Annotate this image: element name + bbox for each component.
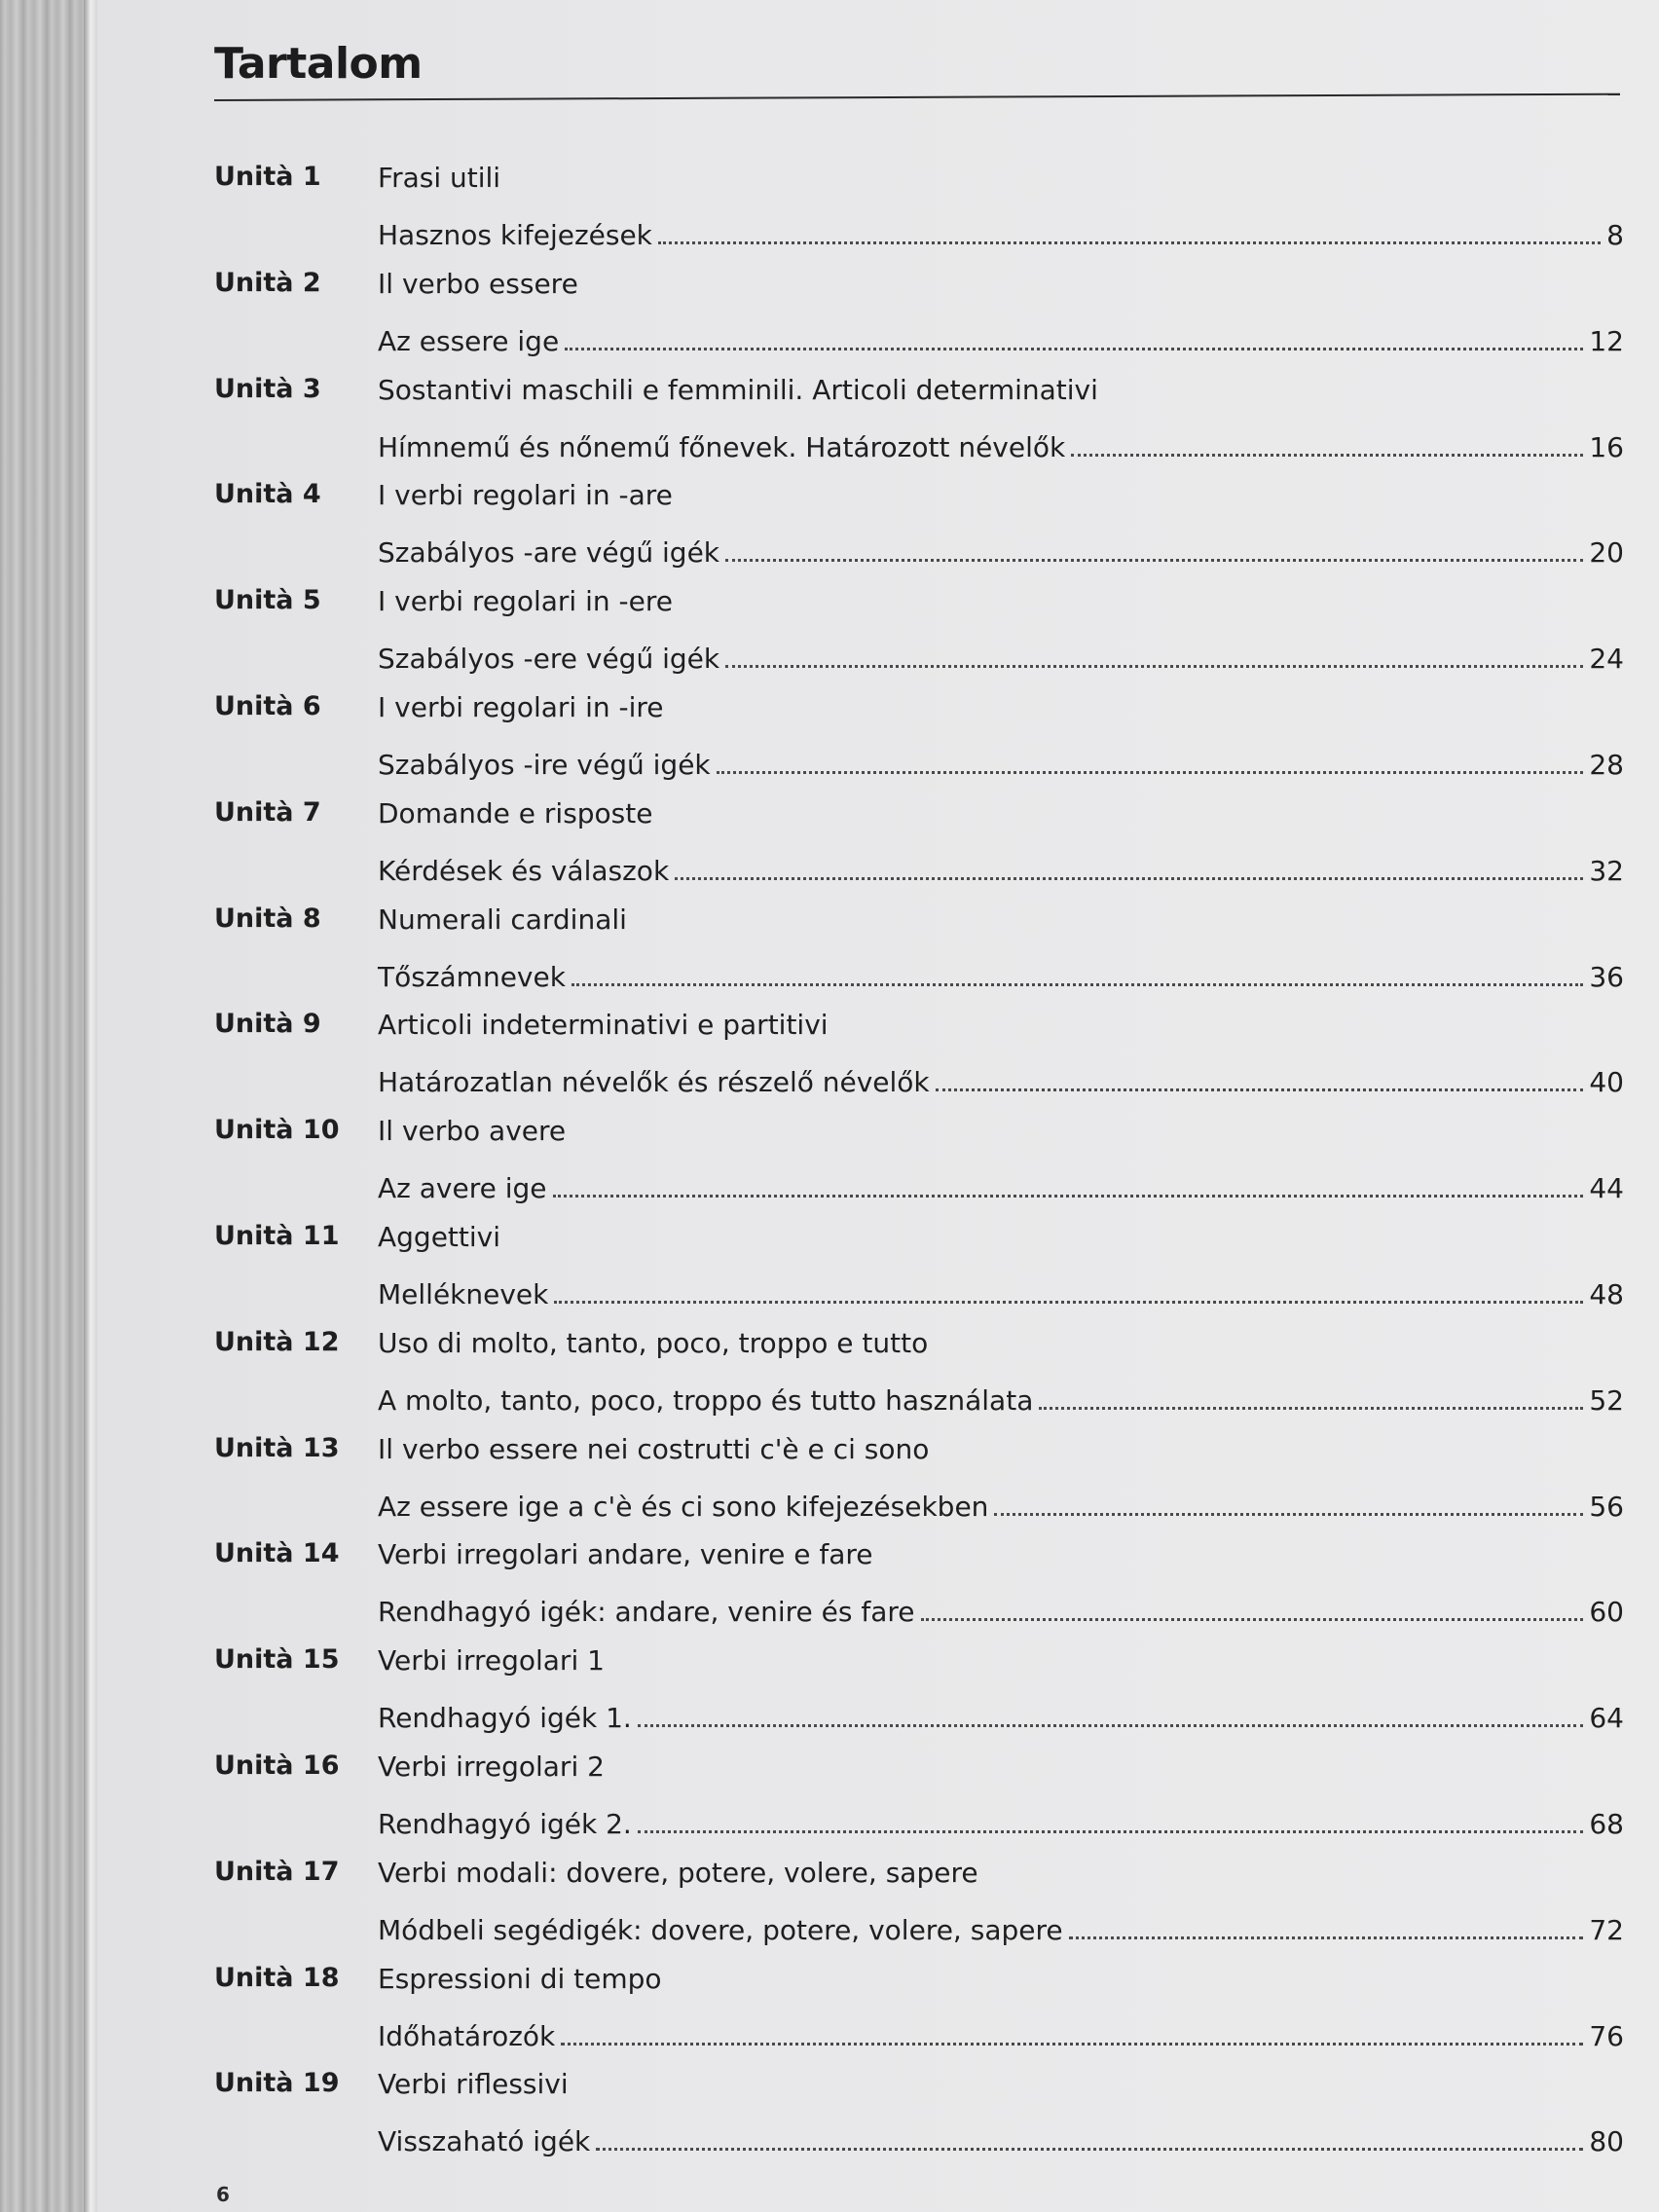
hungarian-title: Rendhagyó igék 1. (378, 1702, 632, 1735)
unit-label: Unità 1 (214, 162, 321, 192)
unit-label: Unità 19 (214, 2068, 340, 2099)
toc-entry (97, 162, 1659, 267)
entry-page-number: 8 (1606, 219, 1624, 251)
hungarian-title: Szabályos -ire végű igék (378, 749, 711, 781)
page-number: 6 (216, 2183, 230, 2206)
hungarian-line (378, 1167, 1624, 1206)
entry-page-number: 56 (1589, 1490, 1624, 1523)
dot-leader (638, 1724, 1584, 1727)
italian-title: Articoli indeterminativi e partitivi (378, 1009, 829, 1042)
unit-label: Unità 18 (214, 1962, 340, 1993)
hungarian-title: Szabályos -are végű igék (378, 536, 720, 570)
hungarian-line (378, 1803, 1624, 1842)
unit-label: Unità 2 (214, 267, 321, 298)
hungarian-title: Hasznos kifejezések (378, 219, 652, 251)
italian-title: I verbi regolari in -are (378, 479, 673, 512)
entry-page-number: 36 (1589, 960, 1624, 993)
toc-entry (97, 1644, 1659, 1750)
unit-label: Unità 13 (214, 1432, 340, 1463)
hungarian-title: Módbeli segédigék: dovere, potere, volere, sapere (378, 1913, 1063, 1946)
toc-entry (97, 1009, 1659, 1114)
hungarian-title: Rendhagyó igék 2. (378, 1808, 632, 1840)
entry-page-number: 40 (1589, 1066, 1624, 1099)
page-title: Tartalom (214, 39, 423, 89)
toc-entry (97, 1538, 1659, 1643)
unit-label: Unità 14 (214, 1538, 340, 1569)
hungarian-line (378, 1486, 1624, 1525)
background-wood (0, 0, 90, 2212)
toc-entry (97, 903, 1659, 1009)
toc-entry (97, 1751, 1659, 1856)
toc-entry (97, 691, 1659, 796)
dot-leader (921, 1618, 1584, 1621)
hungarian-title: Szabályos -ere végű igék (378, 643, 720, 676)
unit-label: Unità 12 (214, 1326, 340, 1357)
hungarian-line (378, 320, 1624, 359)
toc-entry (97, 2068, 1659, 2173)
entry-page-number: 24 (1589, 643, 1624, 676)
italian-title: Il verbo essere nei costrutti c'è e ci sono (378, 1432, 930, 1465)
hungarian-line (378, 744, 1624, 783)
hungarian-line (378, 1273, 1624, 1312)
unit-label: Unità 17 (214, 1856, 340, 1887)
italian-title: Espressioni di tempo (378, 1962, 662, 1995)
hungarian-title: Az essere ige a c'è és ci sono kifejezésekben (378, 1490, 989, 1523)
hungarian-title: Az avere ige (378, 1172, 547, 1205)
italian-title: I verbi regolari in -ire (378, 691, 664, 723)
hungarian-title: Rendhagyó igék: andare, venire és fare (378, 1596, 915, 1629)
dot-leader (1071, 454, 1583, 457)
entry-page-number: 52 (1589, 1383, 1624, 1417)
dot-leader (554, 1301, 1583, 1304)
table-of-contents (97, 0, 1659, 2212)
unit-label: Unità 10 (214, 1115, 340, 1146)
hungarian-title: A molto, tanto, poco, troppo és tutto használata (378, 1383, 1034, 1417)
italian-title: Verbi riflessivi (378, 2068, 569, 2101)
hungarian-line (378, 426, 1624, 465)
entry-page-number: 64 (1589, 1702, 1624, 1735)
dot-leader (725, 665, 1583, 668)
hungarian-line (378, 1697, 1624, 1736)
toc-entry (97, 797, 1659, 903)
toc-entry (97, 1327, 1659, 1432)
unit-label: Unità 7 (214, 796, 321, 828)
hungarian-title: Kérdések és válaszok (378, 854, 670, 887)
entry-page-number: 12 (1589, 324, 1624, 357)
entry-page-number: 16 (1589, 430, 1624, 463)
hungarian-title: Hímnemű és nőnemű főnevek. Határozott névelők (378, 430, 1066, 463)
italian-title: I verbi regolari in -ere (378, 585, 673, 618)
dot-leader (675, 877, 1583, 880)
entry-page-number: 80 (1589, 2125, 1624, 2158)
hungarian-title: Határozatlan névelők és részelő névelők (378, 1066, 930, 1099)
unit-label: Unità 3 (214, 373, 321, 404)
toc-entry (97, 1963, 1659, 2068)
entry-page-number: 68 (1589, 1808, 1624, 1840)
entry-page-number: 28 (1589, 749, 1624, 781)
unit-label: Unità 11 (214, 1221, 340, 1251)
dot-leader (994, 1513, 1583, 1516)
hungarian-title: Tőszámnevek (378, 960, 566, 993)
hungarian-title: Az essere ige (378, 324, 560, 357)
dot-leader (936, 1088, 1584, 1091)
dot-leader (565, 348, 1583, 350)
unit-label: Unità 4 (214, 479, 321, 510)
toc-entry (97, 1221, 1659, 1326)
italian-title: Aggettivi (378, 1221, 501, 1253)
hungarian-title: Visszaható igék (378, 2125, 591, 2158)
italian-title: Il verbo essere (378, 267, 578, 300)
italian-title: Numerali cardinali (378, 903, 627, 936)
dot-leader (725, 559, 1583, 562)
entry-page-number: 44 (1589, 1172, 1624, 1205)
toc-entry (97, 268, 1659, 373)
hungarian-line (378, 532, 1624, 571)
entry-page-number: 60 (1589, 1596, 1624, 1629)
dot-leader (553, 1195, 1584, 1198)
dot-leader (638, 1830, 1584, 1833)
italian-title: Uso di molto, tanto, poco, troppo e tutto (378, 1326, 929, 1359)
dot-leader (717, 771, 1584, 774)
hungarian-title: Időhatározók (378, 2019, 556, 2052)
italian-title: Il verbo avere (378, 1115, 567, 1148)
hungarian-line (378, 850, 1624, 889)
toc-entry (97, 1857, 1659, 1962)
entry-page-number: 76 (1589, 2019, 1624, 2052)
toc-entry (97, 1433, 1659, 1538)
unit-label: Unità 8 (214, 903, 321, 934)
italian-title: Verbi irregolari andare, venire e fare (378, 1538, 873, 1571)
italian-title: Sostantivi maschili e femminili. Articoli determinativi (378, 373, 1098, 406)
dot-leader (1069, 1936, 1584, 1939)
italian-title: Verbi irregolari 1 (378, 1644, 605, 1677)
hungarian-line (378, 956, 1624, 995)
hungarian-line (378, 2120, 1624, 2159)
hungarian-line (378, 638, 1624, 677)
dot-leader (1039, 1407, 1583, 1410)
unit-label: Unità 6 (214, 691, 321, 721)
page-edge (84, 0, 97, 2212)
toc-entry (97, 585, 1659, 690)
unit-label: Unità 15 (214, 1644, 340, 1676)
entry-page-number: 48 (1589, 1278, 1624, 1310)
unit-label: Unità 9 (214, 1009, 321, 1040)
hungarian-line (378, 1591, 1624, 1630)
hungarian-line (378, 1909, 1624, 1948)
hungarian-line (378, 1380, 1624, 1419)
entry-page-number: 20 (1589, 536, 1624, 570)
unit-label: Unità 5 (214, 585, 321, 616)
hungarian-line (378, 214, 1624, 253)
italian-title: Frasi utili (378, 162, 501, 194)
dot-leader (596, 2148, 1583, 2151)
italian-title: Verbi modali: dovere, potere, volere, sapere (378, 1856, 978, 1889)
hungarian-line (378, 1061, 1624, 1100)
dot-leader (561, 2043, 1583, 2046)
hungarian-line (378, 2015, 1624, 2054)
entry-page-number: 72 (1589, 1913, 1624, 1946)
dot-leader (571, 983, 1583, 986)
toc-entry (97, 374, 1659, 479)
toc-entry (97, 1115, 1659, 1220)
dot-leader (658, 241, 1601, 244)
toc-entry (97, 479, 1659, 584)
entry-page-number: 32 (1589, 854, 1624, 887)
unit-label: Unità 16 (214, 1751, 340, 1781)
book-page (97, 0, 1659, 2212)
italian-title: Verbi irregolari 2 (378, 1751, 605, 1783)
hungarian-title: Melléknevek (378, 1278, 549, 1310)
italian-title: Domande e risposte (378, 796, 653, 830)
